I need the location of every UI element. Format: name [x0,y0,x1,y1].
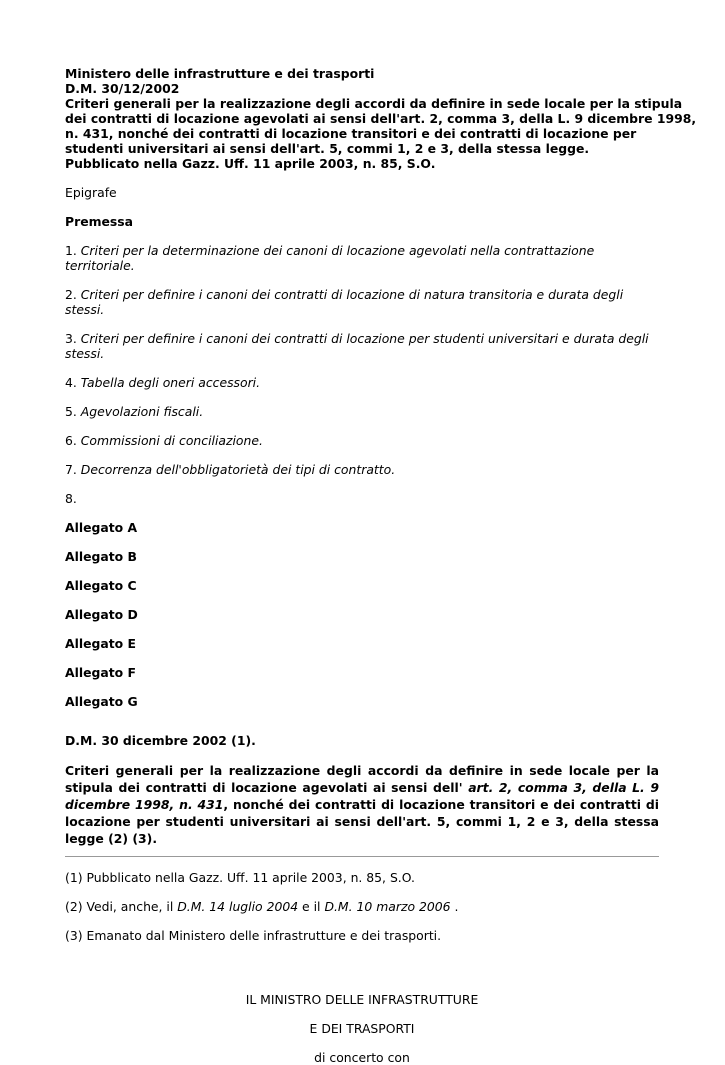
allegato-link[interactable]: Allegato E [65,636,136,651]
toc-item: 7. Decorrenza dell'obbligatorietà dei tipi di contratto. [65,462,396,477]
toc-item-link[interactable]: Tabella degli oneri accessori. [80,375,261,390]
toc-item: 3. Criteri per definire i canoni dei contratti di locazione per studenti universitari e durata degli stessi. [65,331,649,361]
toc-item-link[interactable]: Commissioni di conciliazione. [80,433,263,448]
document-content [65,66,697,1065]
allegato-link[interactable]: Allegato B [65,549,137,564]
allegato-link[interactable]: Allegato A [65,520,138,535]
header-line: dei contratti di locazione agevolati ai sensi dell'art. 2, comma 3, della L. 9 dicembre 1998, [65,111,697,126]
footnote-3: (3) Emanato dal Ministero delle infrastrutture e dei trasporti. [65,928,442,943]
header-line: D.M. 30/12/2002 [65,81,180,96]
toc-item: 2. Criteri per definire i canoni dei contratti di locazione di natura transitoria e durata degli stessi. [65,287,624,317]
dm-body: Criteri generali per la realizzazione degli accordi da definire in sede locale per la stipula dei contratti di locazione agevolati ai sensi dell' art. 2, comma 3, della L. 9 dicembre 1998, n. 431, nonché dei contratti di locazione transitori e dei contratti di locazione per studenti universitari ai sensi dell'art. 5, commi 1, 2 e 3, della stessa legge (2) (3). [65,763,660,846]
toc-item: 1. Criteri per la determinazione dei canoni di locazione agevolati nella contrattazione territoriale. [65,243,595,273]
footnote-divider [65,856,659,857]
document-header [65,66,697,171]
law-link[interactable]: art. 2, comma 3, della L. 9 dicembre 1998, n. 431 [65,780,659,812]
allegato-link[interactable]: Allegato F [65,665,136,680]
toc-item: 4. Tabella degli oneri accessori. [65,375,261,390]
footnote-1: (1) Pubblicato nella Gazz. Uff. 11 aprile 2003, n. 85, S.O. [65,870,415,885]
header-line: Pubblicato nella Gazz. Uff. 11 aprile 2003, n. 85, S.O. [65,156,436,171]
toc-item: 6. Commissioni di conciliazione. [65,433,263,448]
footnote-2: (2) Vedi, anche, il D.M. 14 luglio 2004 e il D.M. 10 marzo 2006 . [65,899,459,914]
header-line: n. 431, nonché dei contratti di locazione transitori e dei contratti di locazione per [65,126,637,141]
allegato-link[interactable]: Allegato C [65,578,137,593]
toc-item: 8. [65,491,77,506]
toc-item-link[interactable]: Agevolazioni fiscali. [80,404,204,419]
epigrafe-label: Epigrafe [65,185,117,200]
toc-item-link[interactable]: Decorrenza dell'obbligatorietà dei tipi di contratto. [80,462,396,477]
dm-2006-link[interactable]: D.M. 10 marzo 2006 [324,899,451,914]
dm-2004-link[interactable]: D.M. 14 luglio 2004 [177,899,299,914]
minister-heading-cont: E DEI TRASPORTI [309,1021,415,1036]
header-line: studenti universitari ai sensi dell'art. 5, commi 1, 2 e 3, della stessa legge. [65,141,590,156]
premessa-link[interactable]: Premessa [65,214,134,229]
concert-line: di concerto con [314,1050,410,1065]
allegato-link[interactable]: Allegato D [65,607,138,622]
dm-title: D.M. 30 dicembre 2002 (1). [65,733,256,748]
toc-item-link[interactable]: Criteri per la determinazione dei canoni di locazione agevolati nella contrattazione territoriale. [65,243,595,273]
minister-heading: IL MINISTRO DELLE INFRASTRUTTURE [245,992,479,1007]
toc-item-link[interactable]: Criteri per definire i canoni dei contratti di locazione di natura transitoria e durata degli stessi. [65,287,624,317]
header-line: Criteri generali per la realizzazione degli accordi da definire in sede locale per la stipula [65,96,683,111]
header-line: Ministero delle infrastrutture e dei trasporti [65,66,375,81]
toc-item-link[interactable]: Criteri per definire i canoni dei contratti di locazione per studenti universitari e durata degli stessi. [65,331,649,361]
allegato-link[interactable]: Allegato G [65,694,138,709]
toc-item: 5. Agevolazioni fiscali. [65,404,204,419]
